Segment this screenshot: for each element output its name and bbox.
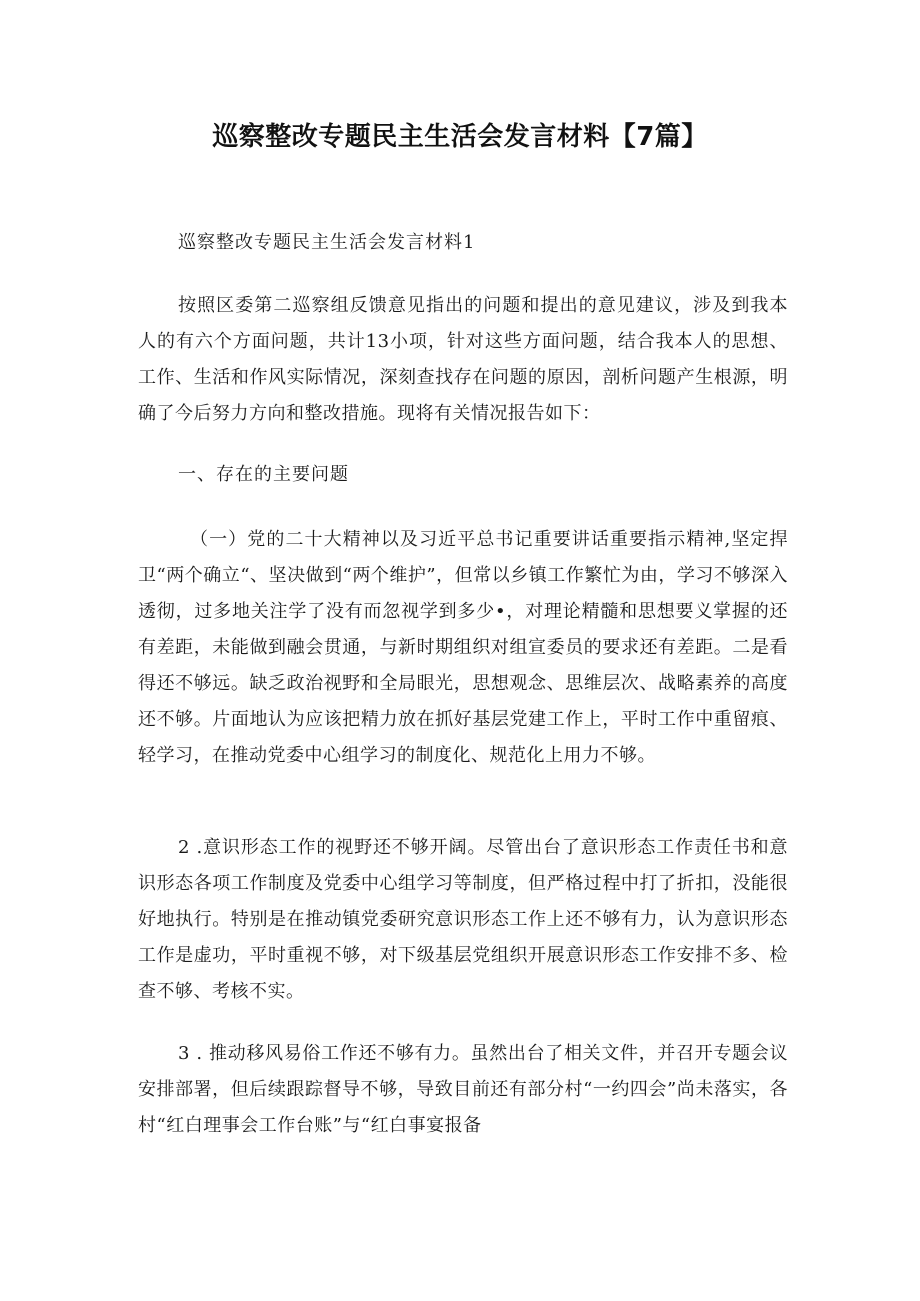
document-title: 巡察整改专题民主生活会发言材料【7篇】 bbox=[212, 122, 708, 152]
body-paragraph-2: 2 .意识形态工作的视野还不够开阔。尽管出台了意识形态工作责任书和意识形态各项工作制度及党委中心组学习等制度，但严格过程中打了折扣，没能很好地执行。特别是在推动镇党委研究意识形态工作上还不够有力，认为意识形态工作是虚功，平时重视不够，对下级基层党组织开展意识形态工作安排不多、检查不够、考核不实。 bbox=[138, 837, 788, 1002]
body-paragraph-3: 3 . 推动移风易俗工作还不够有力。虽然出台了相关文件，并召开专题会议安排部署，但后续跟踪督导不够，导致目前还有部分村“一约四会”尚未落实，各村“红白理事会工作台账”与“红白事宴报备 bbox=[138, 1043, 788, 1136]
intro-paragraph: 按照区委第二巡察组反馈意见指出的问题和提出的意见建议，涉及到我本人的有六个方面问题，共计13小项，针对这些方面问题，结合我本人的思想、工作、生活和作风实际情况，深刻查找存在问题的原因，剖析问题产生根源，明确了今后努力方向和整改措施。现将有关情况报告如下： bbox=[138, 295, 788, 424]
document-subtitle: 巡察整改专题民主生活会发言材料1 bbox=[178, 232, 476, 253]
section-heading: 一、存在的主要问题 bbox=[178, 464, 349, 485]
body-paragraph-1: （一）党的二十大精神以及习近平总书记重要讲话重要指示精神,坚定捍卫“两个确立“、坚决做到“两个维护”，但常以乡镇工作繁忙为由，学习不够深入透彻，过多地关注学了没有而忽视学到多少•，对理论精髓和思想要义掌握的还有差距，未能做到融会贯通，与新时期组织对组宣委员的要求还有差距。二是看得还不够远。缺乏政治视野和全局眼光，思想观念、思维层次、战略素养的高度还不够。片面地认为应该把精力放在抓好基层党建工作上，平时工作中重留痕、轻学习，在推动党委中心组学习的制度化、规范化上用力不够。 bbox=[138, 529, 788, 766]
